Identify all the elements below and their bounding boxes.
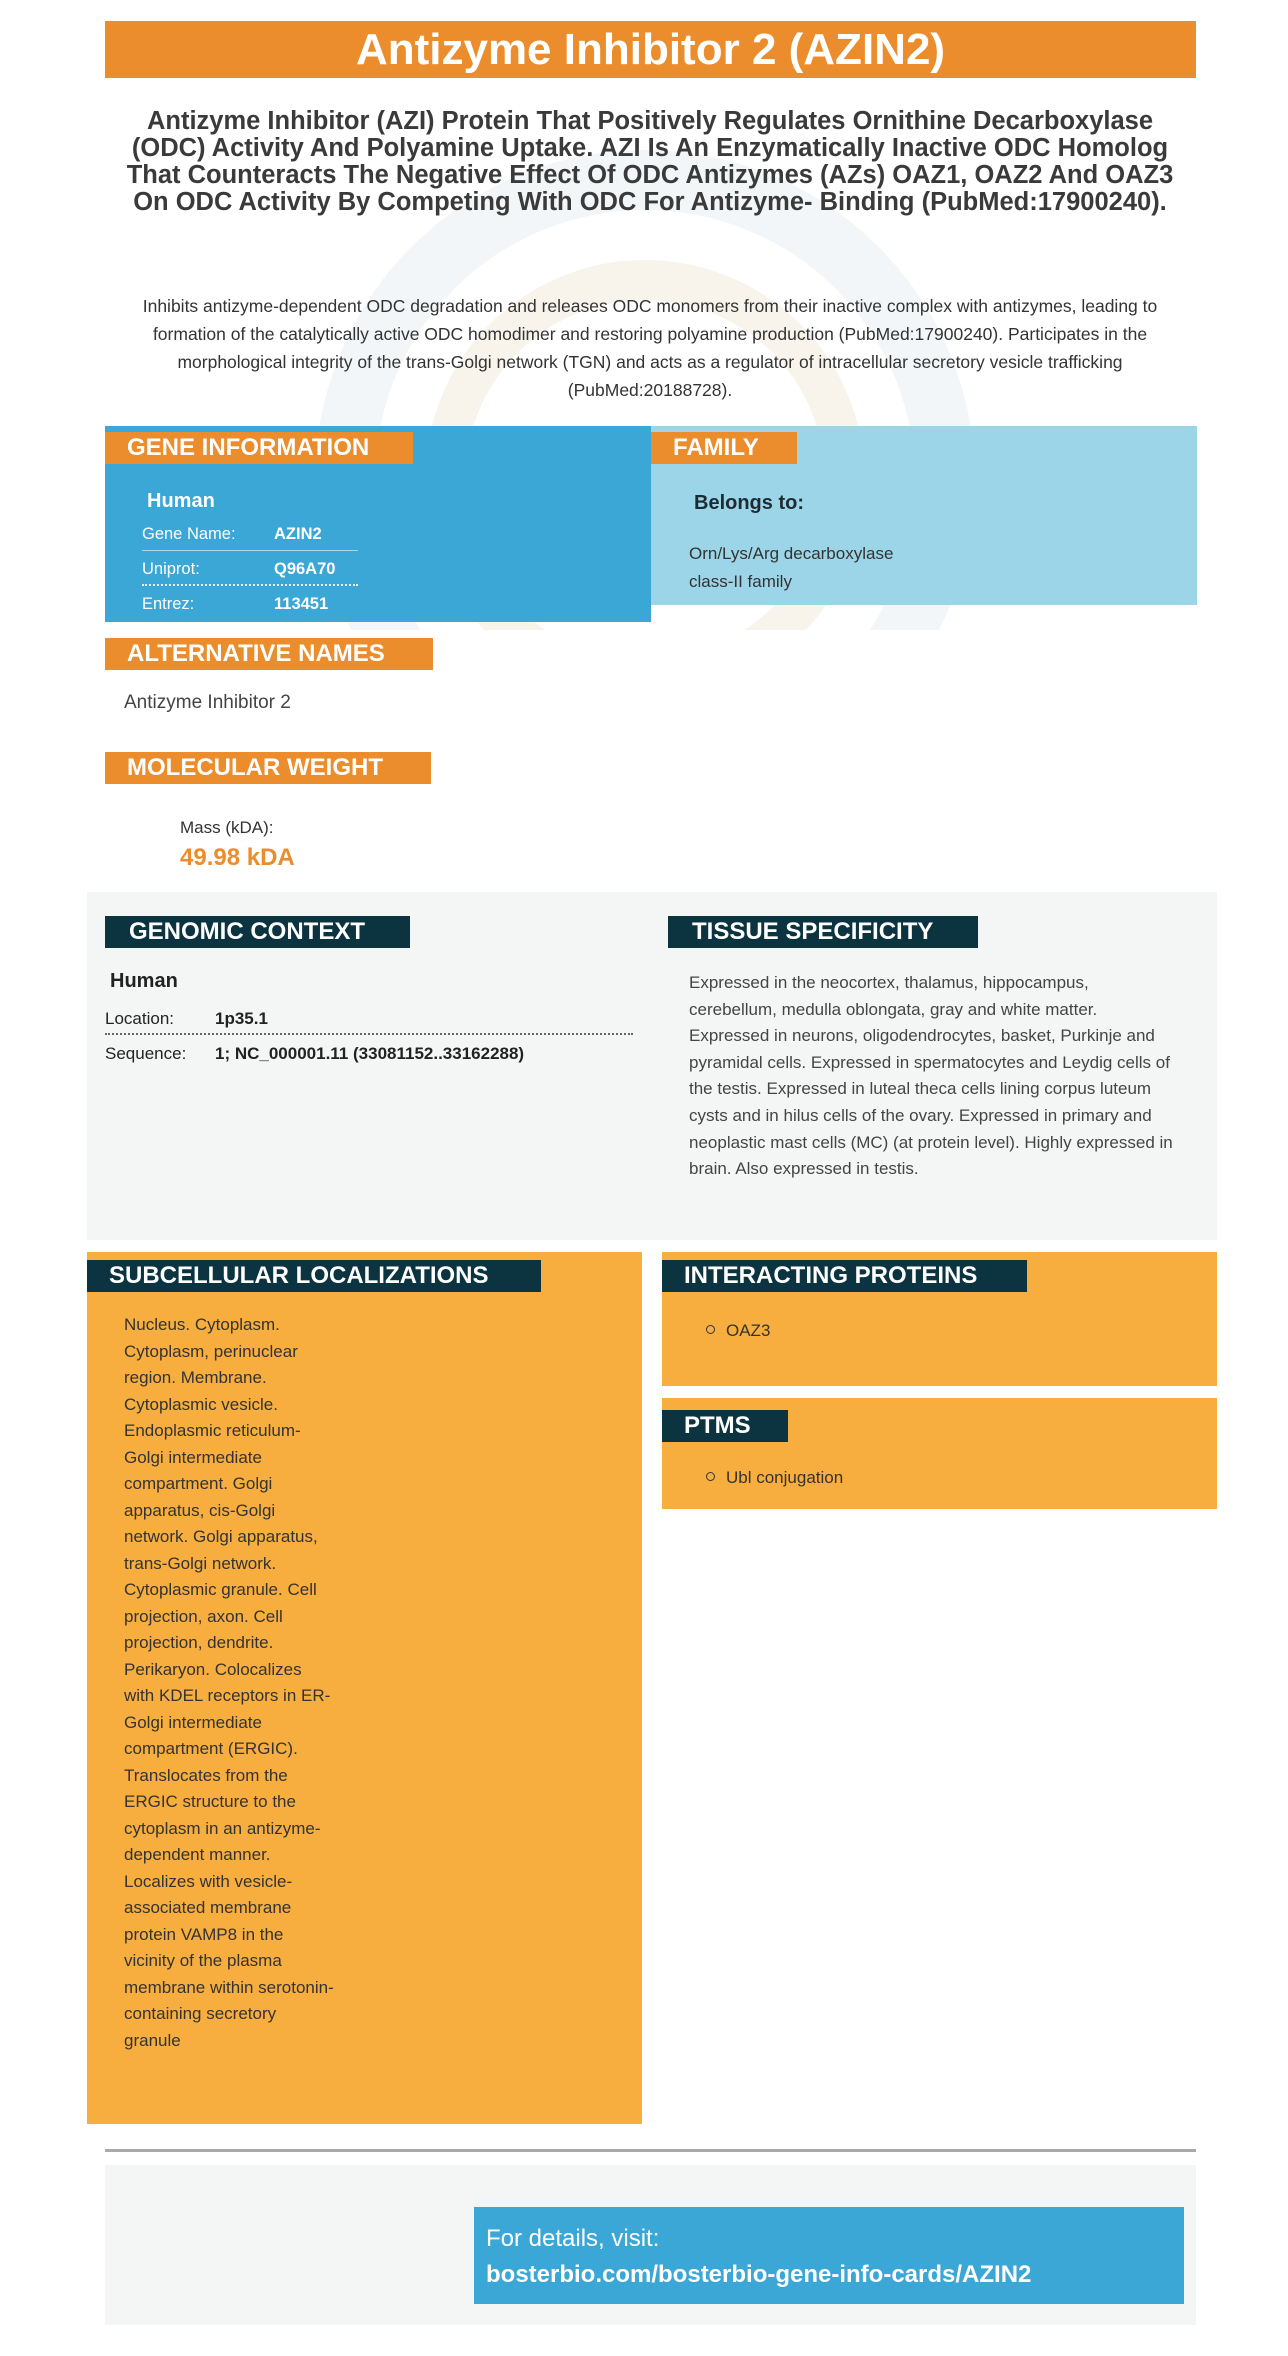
genomic-row-value: 1; NC_000001.11 (33081152..33162288): [215, 1044, 525, 1063]
genomic-row-label: Sequence:: [105, 1044, 187, 1063]
genomic-row-label: Location:: [105, 1009, 174, 1028]
genomic-row-location: [105, 1000, 633, 1035]
subcellular-text: Nucleus. Cytoplasm. Cytoplasm, perinuclear region. Membrane. Cytoplasmic vesicle. Endoplasmic reticulum-Golgi intermediate compartment. Golgi apparatus, cis-Golgi network. Golgi apparatus, trans-Golgi network. Cytoplasmic granule. Cell projection, axon. Cell projection, dendrite. Perikaryon. Colocalizes with KDEL receptors in ER-Golgi intermediate compartment (ERGIC). Translocates from the ERGIC structure to the cytoplasm in an antizyme-dependent manner. Localizes with vesicle-associated membrane protein VAMP8 in the vicinity of the plasma membrane within serotonin-containing secretory granule: [124, 1315, 334, 2050]
family-belongs-label: Belongs to:: [694, 492, 804, 514]
interacting-proteins-heading: INTERACTING PROTEINS: [662, 1260, 1027, 1292]
function-summary: Inhibits antizyme-dependent ODC degradation and releases ODC monomers from their inactive complex with antizymes, leading to formation of the catalytically active ODC homodimer and restoring polyamine production (PubMed:17900240). Participates in the morphological integrity of the trans-Golgi network (TGN) and acts as a regulator of intracellular secretory vesicle trafficking (PubMed:20188728).: [142, 296, 1158, 400]
alternative-names-heading: ALTERNATIVE NAMES: [105, 638, 433, 670]
gene-row-value: 113451: [274, 595, 329, 613]
family-heading: FAMILY: [651, 432, 797, 464]
gene-row-entrez: [142, 586, 358, 621]
gene-row-label: Uniprot:: [142, 560, 200, 578]
footer-divider: [105, 2149, 1196, 2152]
genomic-context-heading: GENOMIC CONTEXT: [105, 916, 410, 948]
protein-function-heading: Antizyme Inhibitor (AZI) Protein That Positively Regulates Ornithine Decarboxylase (ODC) Activity And Polyamine Uptake. AZI Is An Enzymatically Inactive ODC Homolog That Counteracts The Negative Effect Of ODC Antizymes (AZs) OAZ1, OAZ2 And OAZ3 On ODC Activity By Competing With ODC For Antizyme- Binding (PubMed:17900240).: [126, 107, 1174, 216]
genomic-row-sequence: [105, 1035, 633, 1070]
genomic-row-value: 1p35.1: [215, 1009, 268, 1028]
tissue-specificity-text: Expressed in the neocortex, thalamus, hippocampus, cerebellum, medulla oblongata, gray and white matter. Expressed in neurons, oligodendrocytes, basket, Purkinje and pyramidal cells. Expressed in spermatocytes and Leydig cells of the testis. Expressed in luteal theca cells lining corpus luteum cysts and in hilus cells of the ovary. Expressed in primary and neoplastic mast cells (MC) (at protein level). Highly expressed in brain. Also expressed in testis.: [689, 973, 1173, 1179]
interacting-protein-item: OAZ3: [706, 1321, 770, 1341]
gene-row-label: Entrez:: [142, 595, 195, 613]
page-title: Antizyme Inhibitor 2 (AZIN2): [105, 21, 1196, 78]
gene-row-gene-name: [142, 516, 358, 551]
details-url-link[interactable]: bosterbio.com/bosterbio-gene-info-cards/AZIN2: [486, 2261, 1032, 2288]
details-link-box[interactable]: [474, 2207, 1184, 2304]
alternative-name-value: Antizyme Inhibitor 2: [124, 692, 291, 713]
ptms-heading: PTMS: [662, 1410, 788, 1442]
family-value: Orn/Lys/Arg decarboxylase class-II family: [689, 544, 894, 591]
tissue-specificity-heading: TISSUE SPECIFICITY: [668, 916, 978, 948]
gene-row-label: Gene Name:: [142, 525, 236, 543]
gene-information-heading: GENE INFORMATION: [105, 432, 413, 464]
gene-organism: Human: [147, 490, 215, 512]
genomic-organism: Human: [110, 970, 178, 992]
subcellular-heading: SUBCELLULAR LOCALIZATIONS: [87, 1260, 541, 1292]
gene-row-value: AZIN2: [274, 525, 322, 543]
mass-label: Mass (kDA):: [180, 818, 274, 837]
gene-row-value: Q96A70: [274, 560, 336, 578]
ptm-item: Ubl conjugation: [706, 1468, 843, 1488]
details-label: For details, visit:: [486, 2225, 660, 2252]
mass-value: 49.98 kDA: [180, 844, 295, 871]
gene-row-uniprot: [142, 551, 358, 586]
molecular-weight-heading: MOLECULAR WEIGHT: [105, 752, 431, 784]
